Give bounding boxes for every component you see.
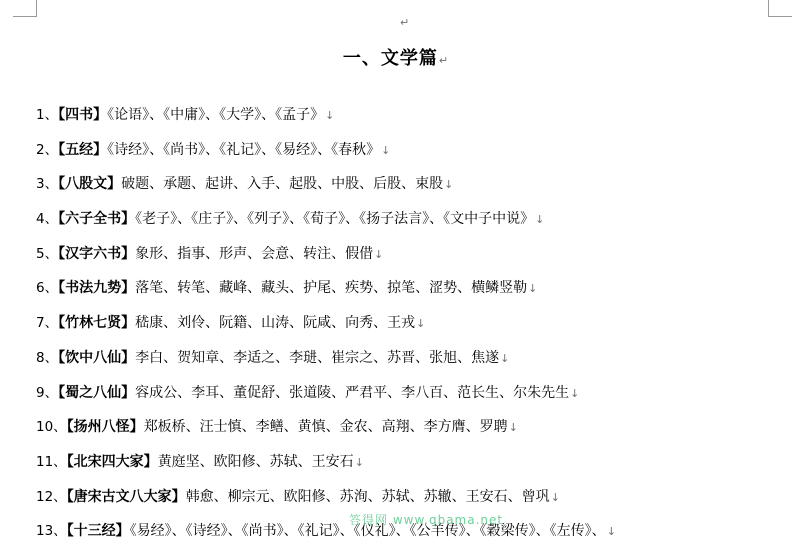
item-category: 【四书】 xyxy=(58,107,108,123)
item-number: 4、 xyxy=(36,211,59,228)
item-category: 【汉字六书】 xyxy=(58,245,136,262)
line-break-icon: ↓ xyxy=(570,386,580,400)
item-text: 韩愈、柳宗元、欧阳修、苏洵、苏轼、苏辙、王安石、曾巩 xyxy=(185,488,550,505)
item-category: 【竹林七贤】 xyxy=(58,315,136,332)
list-item xyxy=(36,451,786,486)
line-break-icon: ↓ xyxy=(606,525,616,539)
item-category: 【北宋四大家】 xyxy=(66,453,158,470)
line-break-icon: ↓ xyxy=(508,421,518,435)
item-category: 【扬州八怪】 xyxy=(66,419,144,436)
item-category: 【唐宋古文八大家】 xyxy=(66,488,186,505)
item-category: 【五经】 xyxy=(58,141,108,158)
list-item xyxy=(36,173,786,208)
literature-list xyxy=(36,104,786,555)
watermark: 答得网 www.qbama.net xyxy=(349,513,504,527)
line-break-icon: ↓ xyxy=(381,143,391,157)
item-number: 7、 xyxy=(36,315,59,332)
item-number: 1、 xyxy=(36,107,59,123)
item-number: 8、 xyxy=(36,349,59,366)
item-text: 郑板桥、汪士慎、李鳝、黄慎、金农、高翔、李方膺、罗聘 xyxy=(143,419,508,436)
crop-mark-top-right xyxy=(768,0,792,17)
line-break-icon: ↓ xyxy=(374,247,384,261)
item-number: 2、 xyxy=(36,141,59,158)
paragraph-mark-icon: ↵ xyxy=(400,16,410,29)
item-text: 《诗经》、《尚书》、《礼记》、《易经》、《春秋》 xyxy=(107,141,381,158)
list-item xyxy=(36,208,786,243)
line-break-icon: ↓ xyxy=(528,282,538,296)
list-item xyxy=(36,104,786,139)
item-category: 【六子全书】 xyxy=(58,211,136,228)
paragraph-mark-icon: ↵ xyxy=(438,54,450,67)
list-item xyxy=(36,243,786,278)
item-number: 6、 xyxy=(36,280,59,297)
item-text: 象形、指事、形声、会意、转注、假借 xyxy=(135,245,374,262)
item-text: 黄庭坚、欧阳修、苏轼、王安石 xyxy=(157,453,354,470)
item-number: 11、 xyxy=(36,453,67,470)
item-text: 《论语》、《中庸》、《大学》、《孟子》 xyxy=(107,107,325,123)
line-break-icon: ↓ xyxy=(416,317,426,331)
item-text: 破题、承题、起讲、入手、起股、中股、后股、束股 xyxy=(121,176,444,193)
item-number: 3、 xyxy=(36,176,59,193)
list-item xyxy=(36,416,786,451)
line-break-icon: ↓ xyxy=(550,490,560,504)
item-number: 5、 xyxy=(36,245,59,262)
document-title xyxy=(0,44,792,70)
list-item xyxy=(36,312,786,347)
item-category: 【饮中八仙】 xyxy=(58,349,136,366)
list-item xyxy=(36,277,786,312)
item-text: 容成公、李耳、董促舒、张道陵、严君平、李八百、范长生、尔朱先生 xyxy=(135,384,570,401)
item-category: 【十三经】 xyxy=(66,523,130,540)
item-text: 落笔、转笔、藏峰、藏头、护尾、疾势、掠笔、涩势、横鳞竖勒 xyxy=(135,280,528,297)
item-text: 《老子》、《庄子》、《列子》、《荀子》、《扬子法言》、《文中子中说》 xyxy=(135,211,535,228)
title-text: 一、文学篇 xyxy=(342,48,438,69)
list-item xyxy=(36,347,786,382)
line-break-icon: ↓ xyxy=(535,213,545,227)
item-text: 李白、贺知章、李适之、李琎、崔宗之、苏晋、张旭、焦遂 xyxy=(135,349,500,366)
line-break-icon: ↓ xyxy=(354,455,364,469)
crop-mark-top-left xyxy=(13,0,37,17)
item-category: 【八股文】 xyxy=(58,176,122,193)
item-text: 嵇康、刘伶、阮籍、山涛、阮咸、向秀、王戎 xyxy=(135,315,416,332)
item-number: 10、 xyxy=(36,419,67,436)
item-text: 《易经》、《诗经》、《尚书》、《礼记》、《仪礼》、《公羊传》、《穀梁传》、《左传》、 xyxy=(129,523,606,540)
item-number: 12、 xyxy=(36,488,67,505)
item-category: 【书法九势】 xyxy=(58,280,136,297)
line-break-icon: ↓ xyxy=(325,109,335,122)
item-number: 13、 xyxy=(36,523,67,540)
line-break-icon: ↓ xyxy=(444,178,454,192)
list-item xyxy=(36,139,786,174)
item-category: 【蜀之八仙】 xyxy=(58,384,136,401)
list-item xyxy=(36,382,786,417)
line-break-icon: ↓ xyxy=(500,351,510,365)
item-number: 9、 xyxy=(36,384,59,401)
